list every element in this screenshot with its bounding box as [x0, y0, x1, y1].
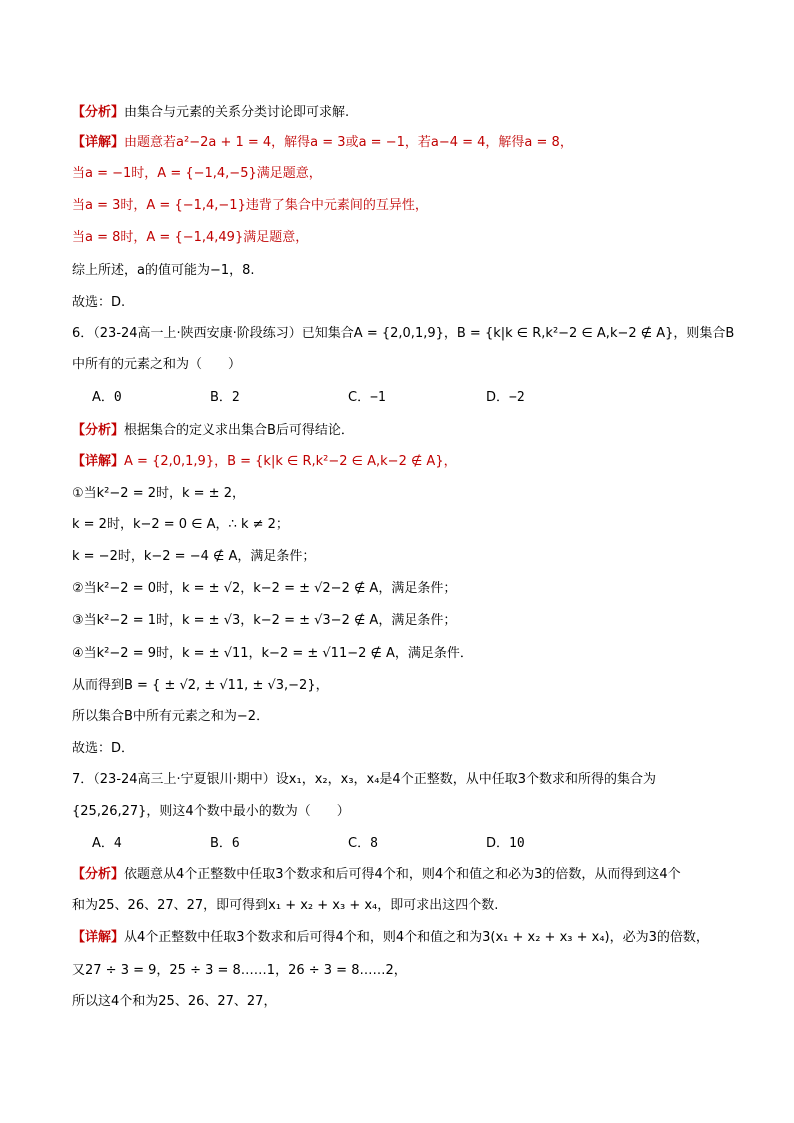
q5-analysis-text: 由集合与元素的关系分类讨论即可求解.	[124, 105, 350, 120]
option-value: 8	[370, 836, 378, 851]
q7-option-a	[92, 835, 122, 853]
q6-option-d	[486, 389, 525, 407]
option-label: C．	[348, 390, 371, 405]
q6-detail-line-3: k = 2时，k−2 = 0 ∈ A，∴ k ≠ 2；	[72, 517, 289, 532]
option-value: −2	[509, 390, 525, 405]
q7-analysis-line-2: 和为25、26、27、27，即可得到x₁ + x₂ + x₃ + x₄，即可求出这四个数.	[72, 898, 499, 913]
q5-detail-line-4: 当a = 8时，A = {−1,4,49}满足题意，	[72, 230, 309, 245]
q6-detail-line-9: 所以集合B中所有元素之和为−2．	[72, 709, 270, 724]
detail-tag: 【详解】	[72, 930, 125, 945]
q5-analysis	[72, 104, 349, 122]
q6-option-c	[348, 389, 386, 407]
option-value: 4	[113, 836, 122, 851]
q6-stem-line-2: 中所有的元素之和为（ ）	[72, 357, 242, 372]
q5-detail-line-5: 综上所述，a的值可能为−1，8.	[72, 263, 255, 278]
q6-stem-line-1: 6．（23-24高一上·陕西安康·阶段练习）已知集合A = {2,0,1,9}，B = {k|k ∈ R,k²−2 ∈ A,k−2 ∉ A}，则集合B	[72, 326, 735, 341]
option-label: A．	[92, 390, 114, 405]
q7-detail-1: 从4个正整数中任取3个数求和后可得4个和，则4个和值之和为3(x₁ + x₂ + x₃ + x₄)，必为3的倍数，	[124, 930, 709, 945]
q5-detail-line-3: 当a = 3时，A = {−1,4,−1}违背了集合中元素间的互异性，	[72, 198, 428, 213]
q7-option-c	[348, 835, 378, 853]
q6-detail-line-5: ②当k²−2 = 0时，k = ± √2，k−2 = ± √2−2 ∉ A，满足条件；	[72, 581, 457, 596]
q6-option-b	[210, 389, 240, 407]
q6-option-a	[92, 389, 122, 407]
q6-answer: 故选：D．	[72, 741, 135, 756]
q6-detail-line-6: ③当k²−2 = 1时，k = ± √3，k−2 = ± √3−2 ∉ A，满足条件；	[72, 613, 457, 628]
detail-tag: 【详解】	[72, 135, 125, 150]
q7-analysis-line-1	[72, 866, 681, 884]
q5-detail-1: 由题意若a²−2a + 1 = 4，解得a = 3或a = −1，若a−4 = 4，解得a = 8，	[124, 135, 573, 150]
q5-answer: 故选：D.	[72, 295, 126, 310]
q6-detail-line-4: k = −2时，k−2 = −4 ∉ A，满足条件；	[72, 549, 316, 564]
q6-detail-line-7: ④当k²−2 = 9时，k = ± √11，k−2 = ± √11−2 ∉ A，满足条件．	[72, 646, 473, 661]
option-value: 10	[509, 836, 525, 851]
q6-detail-line-2: ①当k²−2 = 2时，k = ± 2，	[72, 486, 245, 501]
option-label: A．	[92, 836, 114, 851]
detail-tag: 【详解】	[72, 454, 125, 469]
option-label: D．	[486, 836, 510, 851]
q7-detail-line-1	[72, 929, 709, 947]
option-value: 2	[231, 390, 240, 405]
q7-option-d	[486, 835, 525, 853]
option-label: B．	[210, 836, 232, 851]
q7-detail-line-3: 所以这4个和为25、26、27、27，	[72, 994, 277, 1009]
q7-analysis-text-1: 依题意从4个正整数中任取3个数求和后可得4个和，则4个和值之和必为3的倍数，从而得到这4个	[124, 867, 681, 882]
q7-detail-line-2: 又27 ÷ 3 = 9，25 ÷ 3 = 8……1，26 ÷ 3 = 8……2，	[72, 963, 407, 978]
option-label: B．	[210, 390, 232, 405]
analysis-tag: 【分析】	[72, 867, 125, 882]
analysis-tag: 【分析】	[72, 105, 125, 120]
q7-option-b	[210, 835, 240, 853]
option-value: 0	[113, 390, 122, 405]
q5-detail-line-2: 当a = −1时，A = {−1,4,−5}满足题意，	[72, 166, 322, 181]
q7-stem-line-2: {25,26,27}，则这4个数中最小的数为（ ）	[72, 804, 350, 819]
q6-detail-line-8: 从而得到B = { ± √2, ± √11, ± √3,−2}，	[72, 678, 329, 693]
q6-detail-1: A = {2,0,1,9}，B = {k|k ∈ R,k²−2 ∈ A,k−2 ∉ A}，	[124, 454, 457, 469]
q6-analysis	[72, 422, 354, 440]
q5-detail-line-1	[72, 134, 573, 152]
option-label: C．	[348, 836, 371, 851]
q7-stem-line-1: 7．（23-24高三上·宁夏银川·期中）设x₁，x₂，x₃，x₄是4个正整数，从中任取3个数求和所得的集合为	[72, 772, 656, 787]
q6-analysis-text: 根据集合的定义求出集合B后可得结论．	[124, 423, 354, 438]
analysis-tag: 【分析】	[72, 423, 125, 438]
option-label: D．	[486, 390, 510, 405]
q6-detail-line-1	[72, 453, 457, 471]
option-value: 6	[231, 836, 240, 851]
option-value: −1	[370, 390, 386, 405]
